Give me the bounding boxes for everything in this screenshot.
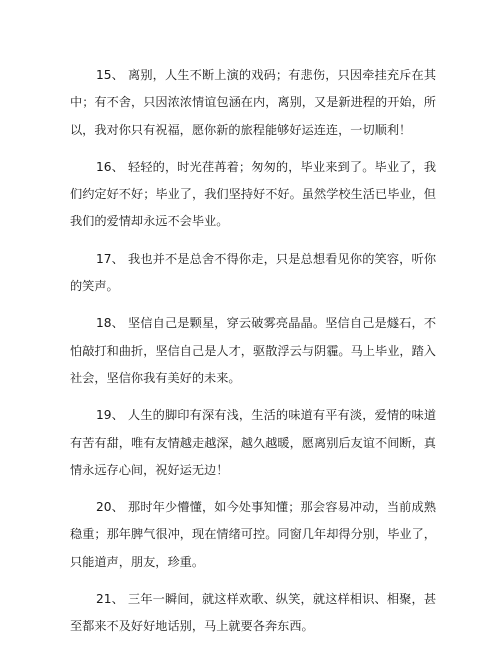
paragraph-number: 18、 <box>96 316 124 331</box>
paragraph-number: 16、 <box>96 159 124 174</box>
paragraph-text: 坚信自己是颗星，穿云破雾亮晶晶。坚信自己是燧石，不怕敲打和曲折，坚信自己是人才，驱散浮云与阴霾。马上毕业，踏入社会，坚信你我有美好的未来。 <box>70 316 437 385</box>
paragraph-18 <box>70 310 436 392</box>
paragraph-text: 人生的脚印有深有浅，生活的味道有平有淡，爱情的味道有苦有甜，唯有友情越走越深，越久越暖，愿离别后友谊不间断，真情永远存心间，祝好运无边！ <box>70 408 437 477</box>
paragraph-15 <box>70 62 436 144</box>
paragraph-19 <box>70 402 436 484</box>
paragraph-text: 三年一瞬间，就这样欢歌、纵笑，就这样相识、相聚，甚至都来不及好好地话别，马上就要各奔东西。 <box>70 592 437 634</box>
paragraph-text: 离别，人生不断上演的戏码；有悲伤，只因牵挂充斥在其中；有不舍，只因浓浓情谊包涵在内，离别，又是新进程的开始，所以，我对你只有祝福，愿你新的旅程能够好运连连，一切顺利！ <box>70 68 437 137</box>
paragraph-16 <box>70 154 436 236</box>
paragraph-text: 轻轻的，时光荏苒着；匆匆的，毕业来到了。毕业了，我们约定好不好；毕业了，我们坚持好不好。虽然学校生活已毕业，但我们的爱情却永远不会毕业。 <box>70 159 437 229</box>
paragraph-number: 15、 <box>96 68 124 82</box>
paragraph-20 <box>70 494 436 576</box>
paragraph-number: 20、 <box>96 500 124 515</box>
paragraph-number: 17、 <box>96 251 124 266</box>
paragraph-17 <box>70 246 436 301</box>
paragraph-text: 我也并不是总舍不得你走，只是总想看见你的笑容，听你的笑声。 <box>70 251 437 294</box>
document-body <box>70 62 436 651</box>
paragraph-number: 21、 <box>96 592 124 607</box>
paragraph-number: 19、 <box>96 408 124 423</box>
paragraph-text: 那时年少懵懂，如今处事知懂；那会容易冲动，当前成熟稳重；那年脾气很冲，现在情绪可控。同窗几年却得分别，毕业了，只能道声，朋友，珍重。 <box>70 500 437 569</box>
paragraph-21 <box>70 586 436 641</box>
